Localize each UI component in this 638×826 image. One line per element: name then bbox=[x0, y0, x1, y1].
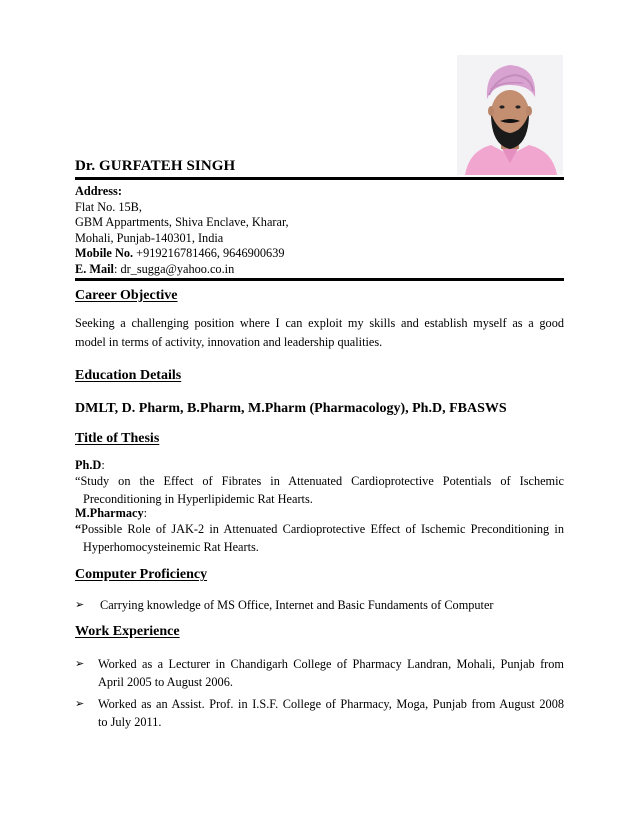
arrow-bullet-icon: ➢ bbox=[75, 599, 85, 611]
career-line: Seeking a challenging position where I can exploit my skills and establish myself as a good bbox=[75, 316, 564, 330]
list-item bbox=[75, 596, 564, 614]
phd-colon: : bbox=[101, 458, 105, 472]
phd-label-row bbox=[75, 458, 105, 473]
address-line: Mohali, Punjab-140301, India bbox=[75, 230, 224, 245]
arrow-bullet-icon: ➢ bbox=[75, 698, 85, 710]
contact-block bbox=[75, 184, 564, 278]
career-line: model in terms of activity, innovation and leadership qualities. bbox=[75, 335, 383, 349]
work-item-line: April 2005 to August 2006. bbox=[98, 675, 233, 689]
phd-label: Ph.D bbox=[75, 458, 102, 472]
mpharm-thesis-title bbox=[75, 520, 564, 556]
education-degrees: DMLT, D. Pharm, B.Pharm, M.Pharm (Pharmacology), Ph.D, FBASWS bbox=[75, 401, 507, 416]
computer-proficiency-heading: Computer Proficiency bbox=[75, 567, 208, 582]
phd-thesis-line: Preconditioning in Hyperlipidemic Rat Hearts. bbox=[83, 492, 313, 506]
work-item-line: Worked as an Assist. Prof. in I.S.F. College of Pharmacy, Moga, Punjab from August 2008 bbox=[98, 697, 564, 711]
mobile-value: +919216781466, 9646900639 bbox=[133, 246, 285, 261]
address-label: Address: bbox=[75, 184, 122, 198]
portrait-illustration bbox=[457, 55, 563, 175]
email-row bbox=[75, 262, 564, 278]
education-heading: Education Details bbox=[75, 368, 182, 383]
phd-thesis-title bbox=[75, 472, 564, 508]
email-label: E. Mail bbox=[75, 261, 114, 276]
mpharm-label-row bbox=[75, 506, 147, 521]
mpharm-label: M.Pharmacy bbox=[75, 506, 144, 520]
email-value: : dr_sugga@yahoo.co.in bbox=[113, 261, 235, 276]
mobile-label: Mobile No. bbox=[75, 246, 134, 261]
computer-skill-text: Carrying knowledge of MS Office, Internet and Basic Fundaments of Computer bbox=[100, 598, 494, 612]
candidate-name: Dr. GURFATEH SINGH bbox=[75, 158, 236, 174]
address-line: Flat No. 15B, bbox=[75, 199, 142, 214]
mpharm-thesis-first bbox=[75, 520, 564, 538]
header-divider-top bbox=[75, 177, 564, 180]
mpharm-colon: : bbox=[143, 506, 148, 520]
mpharm-thesis-line: Possible Role of JAK-2 in Attenuated Cardioprotective Effect of Ischemic Preconditioning in bbox=[81, 522, 564, 536]
career-objective-text bbox=[75, 314, 564, 352]
profile-photo bbox=[457, 55, 563, 175]
thesis-heading: Title of Thesis bbox=[75, 431, 160, 446]
list-item bbox=[75, 655, 564, 691]
work-item-line: to July 2011. bbox=[98, 715, 162, 729]
address-line: GBM Appartments, Shiva Enclave, Kharar, bbox=[75, 215, 289, 230]
mobile-row bbox=[75, 246, 564, 262]
mpharm-thesis-line: Hyperhomocysteinemic Rat Hearts. bbox=[83, 540, 259, 554]
phd-thesis-line: “Study on the Effect of Fibrates in Attenuated Cardioprotective Potentials of Ischemic bbox=[75, 474, 564, 488]
career-objective-heading: Career Objective bbox=[75, 288, 178, 303]
work-experience-heading: Work Experience bbox=[75, 624, 180, 639]
mpharm-open-quote: “ bbox=[75, 522, 82, 536]
list-item bbox=[75, 695, 564, 731]
arrow-bullet-icon: ➢ bbox=[75, 658, 85, 670]
work-item-line: Worked as a Lecturer in Chandigarh College of Pharmacy Landran, Mohali, Punjab from bbox=[98, 657, 564, 671]
header-divider-bottom bbox=[75, 278, 564, 281]
